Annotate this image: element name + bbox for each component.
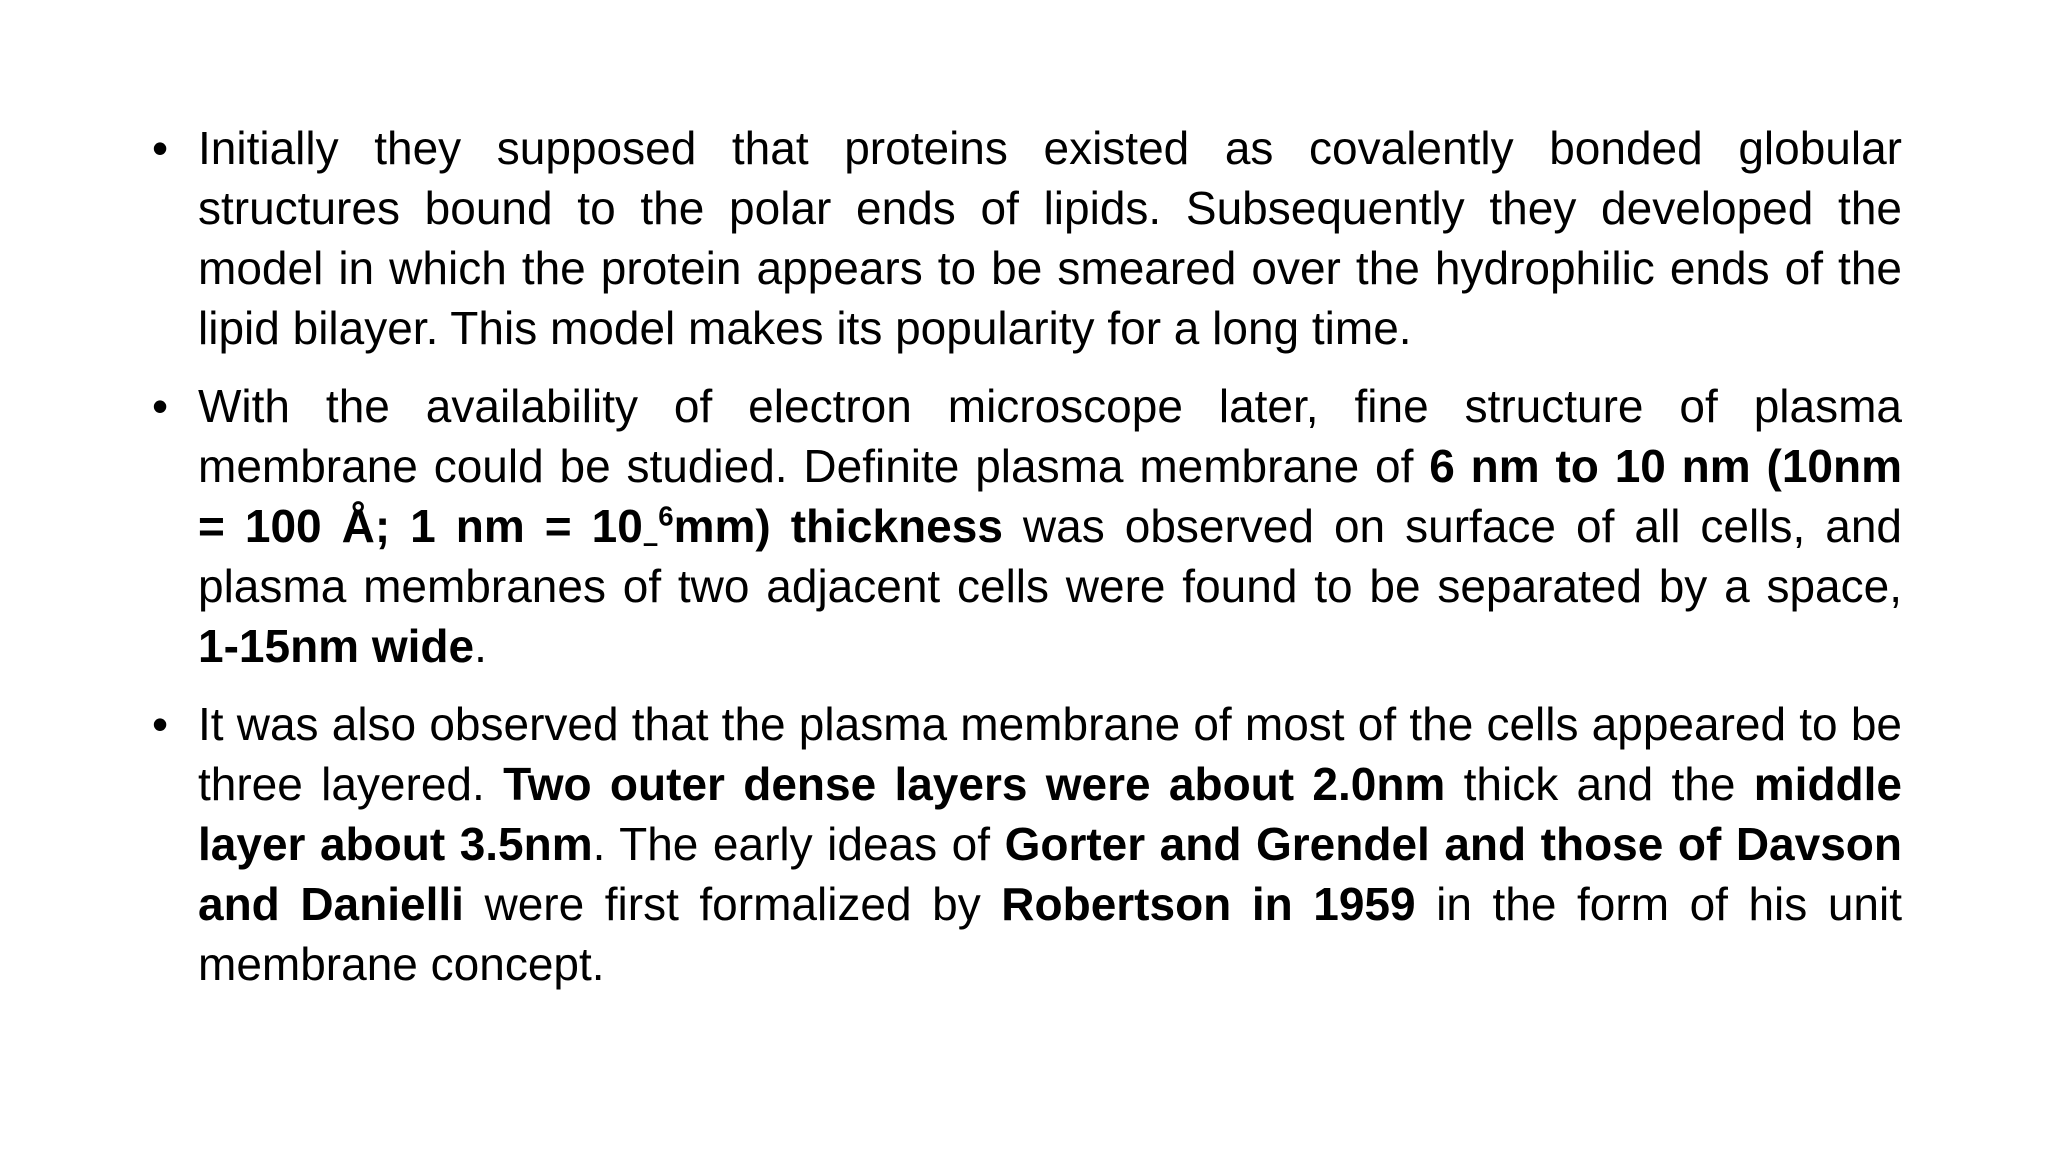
text-segment: were first formalized by: [463, 878, 1002, 930]
bullet-item-1: [150, 118, 1902, 358]
bullet-dot-icon: •: [152, 380, 169, 432]
bold-text-segment: middle layer about 3.5nm: [198, 758, 1903, 870]
bold-text-segment: Robertson in 1959: [1001, 878, 1416, 930]
bullet-text: [198, 698, 1902, 990]
text-segment: .: [474, 620, 487, 672]
bold-text-segment: 6: [658, 500, 674, 532]
text-segment: Initially they supposed that proteins existed as covalently bonded globular structures bound to the polar ends of lipids. Subsequently they developed the model in which the protein appears to be smeared over the hydrophilic ends of the lipid bilayer. This model makes its popularity for a long time.: [198, 122, 1902, 354]
bullet-item-2: [150, 376, 1902, 676]
text-segment: in the form of his unit membrane concept.: [198, 878, 1902, 990]
bold-text-segment: mm) thickness: [673, 500, 1003, 552]
bold-text-segment: Gorter and Grendel and those of Davson and Danielli: [198, 818, 1902, 930]
text-segment: . The early ideas of: [592, 818, 1005, 870]
bold-text-segment: 6 nm to 10 nm (10nm = 100 Å; 1 nm = 10: [198, 440, 1902, 552]
text-segment: thick and the: [1445, 758, 1754, 810]
bullet-list: [150, 118, 1902, 1012]
text-segment: was observed on surface of all cells, and plasma membranes of two adjacent cells were found to be separated by a space,: [198, 500, 1902, 612]
bold-text-segment: 1-15nm wide: [198, 620, 475, 672]
bullet-dot-icon: •: [152, 698, 169, 750]
bold-text-segment: Two outer dense layers were about 2.0nm: [503, 758, 1446, 810]
bullet-text: [198, 380, 1902, 672]
bullet-dot-icon: •: [152, 122, 169, 174]
bullet-text: [198, 122, 1902, 354]
text-segment: It was also observed that the plasma membrane of most of the cells appeared to be three layered.: [198, 698, 1902, 810]
text-segment: With the availability of electron microscope later, fine structure of plasma membrane could be studied. Definite plasma membrane of: [198, 380, 1902, 492]
bold-text-segment: –: [642, 527, 659, 559]
bullet-item-3: [150, 694, 1902, 994]
